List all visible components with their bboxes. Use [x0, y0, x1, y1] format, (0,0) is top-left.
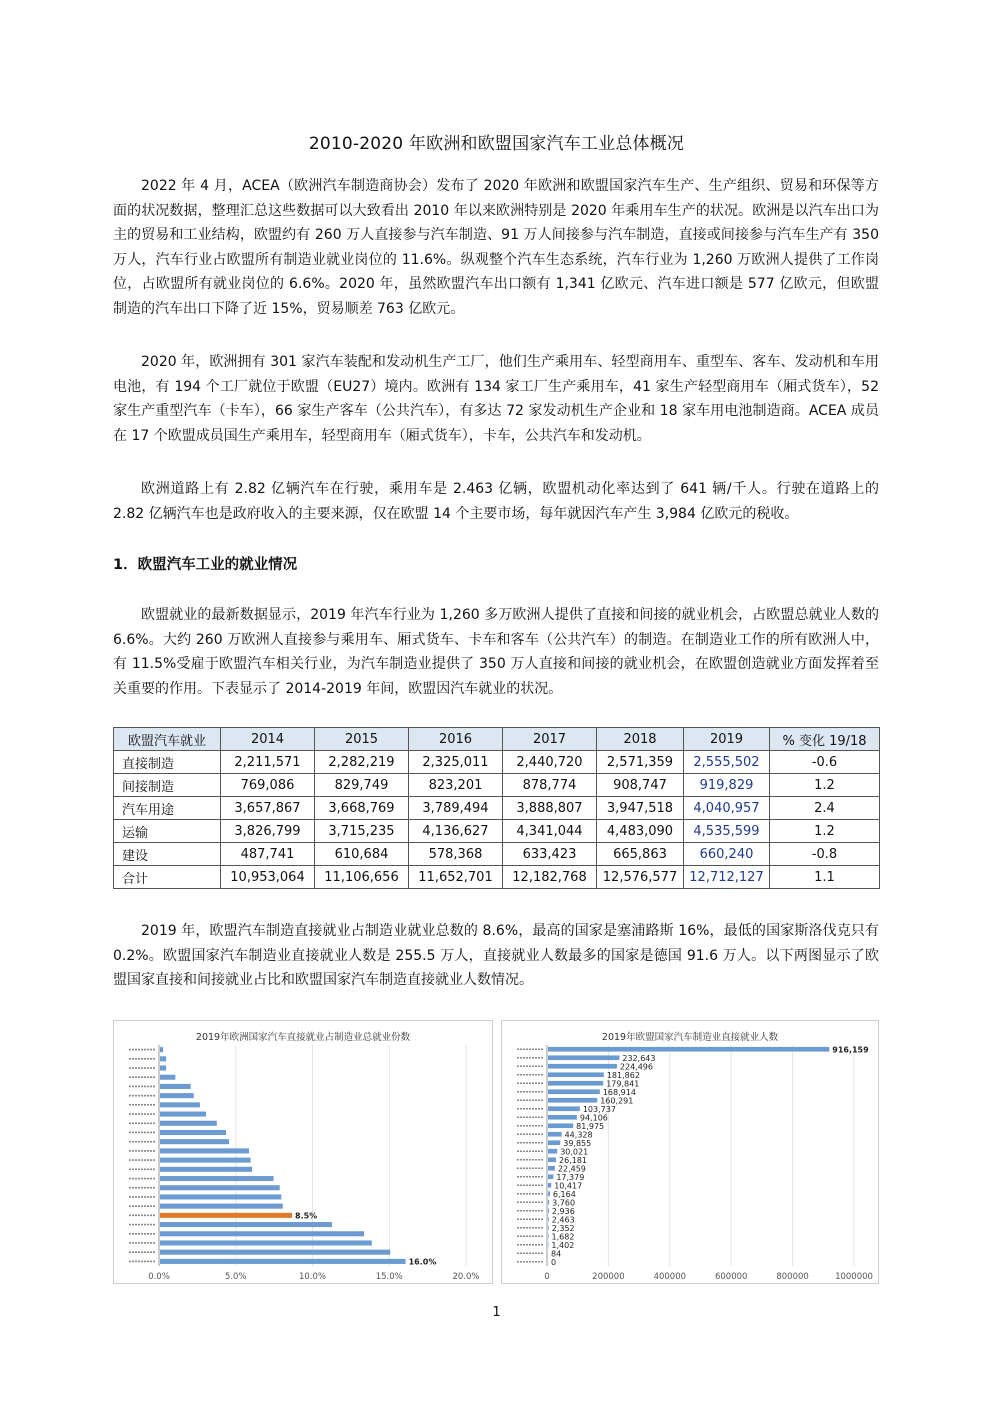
- data-label: 160,291: [600, 1096, 634, 1106]
- x-tick-label: 0: [544, 1272, 550, 1282]
- data-label: 1,682: [551, 1232, 575, 1242]
- chart-title: 2019年欧盟国家汽车制造业直接就业人数: [601, 1032, 779, 1043]
- table-header-cell: 2019: [684, 728, 770, 751]
- table-cell: 4,535,599: [684, 820, 770, 843]
- table-cell: 11,652,701: [409, 866, 503, 889]
- bar: [548, 1047, 829, 1052]
- bar: [548, 1115, 577, 1120]
- table-cell: 3,657,867: [221, 797, 315, 820]
- table-header-cell: 2018: [597, 728, 684, 751]
- table-cell: 610,684: [315, 843, 409, 866]
- bar: [548, 1081, 603, 1086]
- table-cell: 2,282,219: [315, 751, 409, 774]
- bar: [548, 1089, 600, 1094]
- data-label: 2,936: [551, 1206, 575, 1216]
- data-label: 181,862: [606, 1070, 640, 1080]
- x-tick-label: 800000: [776, 1272, 809, 1282]
- chart-count-svg: [502, 1021, 878, 1283]
- bar: [160, 1084, 191, 1089]
- bar: [160, 1130, 226, 1135]
- table-cell: 2,211,571: [221, 751, 315, 774]
- data-label: 103,737: [582, 1104, 616, 1114]
- x-tick-label: 15.0%: [375, 1272, 403, 1282]
- bar: [548, 1132, 562, 1137]
- table-cell: 633,423: [503, 843, 597, 866]
- table-cell: 4,483,090: [597, 820, 684, 843]
- row-label: 合计: [114, 866, 221, 889]
- x-tick-label: 5.0%: [224, 1272, 247, 1282]
- bar: [160, 1148, 249, 1153]
- table-cell: 2,440,720: [503, 751, 597, 774]
- bar: [160, 1222, 332, 1227]
- table-cell: 10,953,064: [221, 866, 315, 889]
- table-cell: 2,555,502: [684, 751, 770, 774]
- bar: [160, 1185, 280, 1190]
- table-cell: 1.2: [770, 774, 880, 797]
- data-label: 2,352: [551, 1223, 575, 1233]
- table-cell: 4,341,044: [503, 820, 597, 843]
- table-cell: 919,829: [684, 774, 770, 797]
- data-label: 39,855: [563, 1138, 592, 1148]
- data-label: 6,164: [552, 1189, 576, 1199]
- paragraph-direct-employment: 2019 年，欧盟汽车制造直接就业占制造业就业总数的 8.6%，最高的国家是塞浦路斯 16%，最低的国家斯洛伐克只有 0.2%。欧盟国家汽车制造业直接就业人数是 255.5 万人，直接就业人数最多的国家是德国 91.6 万人。以下两图显示了欧盟国家直接和间接就业占比和欧盟国家汽车制造直接就业人数情况。: [113, 923, 879, 989]
- table-cell: 660,240: [684, 843, 770, 866]
- table-cell: 3,888,807: [503, 797, 597, 820]
- data-label: 2,463: [551, 1215, 575, 1225]
- paragraph-vehicles: 欧洲道路上有 2.82 亿辆汽车在行驶，乘用车是 2.463 亿辆，欧盟机动化率达到了 641 辆/千人。行驶在道路上的 2.82 亿辆汽车也是政府收入的主要来源，仅在欧盟 14 个主要市场，每年就因汽车产生 3,984 亿欧元的税收。: [113, 481, 879, 522]
- bar: [548, 1225, 549, 1230]
- bar: [160, 1065, 166, 1070]
- table-cell: 1.2: [770, 820, 880, 843]
- bar: [548, 1123, 573, 1128]
- table-cell: -0.6: [770, 751, 880, 774]
- data-label: 26,181: [559, 1155, 588, 1165]
- data-label: 10,417: [554, 1181, 583, 1191]
- bar: [160, 1167, 252, 1172]
- bar: [160, 1139, 229, 1144]
- paragraph-intro: 2022 年 4 月，ACEA（欧洲汽车制造商协会）发布了 2020 年欧洲和欧盟国家汽车生产、生产组织、贸易和环保等方面的状况数据，整理汇总这些数据可以大致看出 2010 年以来欧洲特别是 2020 年乘用车生产的状况。欧洲是以汽车出口为主的贸易和工业结构，欧盟约有 260 万人直接参与汽车制造、91 万人间接参与汽车制造，直接或间接参与汽车生产有 350 万人，汽车行业占欧盟所有制造业就业岗位的 11.6%。纵观整个汽车生态系统，汽车行业为 1,260 万欧洲人提供了工作岗位，占欧盟所有就业岗位的 6.6%。2020 年，虽然欧盟汽车出口额有 1,341 亿欧元、汽车进口额是 577 亿欧元，但欧盟制造的汽车出口下降了近 15%，贸易顺差 763 亿欧元。: [113, 178, 879, 317]
- table-cell: 12,182,768: [503, 866, 597, 889]
- bar: [160, 1250, 390, 1255]
- bar: [160, 1075, 175, 1080]
- table-header-row: [114, 728, 880, 751]
- data-label: 30,021: [560, 1147, 589, 1157]
- table-row: [114, 797, 880, 820]
- bar: [548, 1098, 597, 1103]
- table-cell: 3,668,769: [315, 797, 409, 820]
- table-cell: 3,715,235: [315, 820, 409, 843]
- data-label: 8.5%: [295, 1211, 318, 1221]
- bar: [160, 1213, 292, 1218]
- bar: [548, 1217, 549, 1222]
- bar: [548, 1234, 549, 1239]
- table-cell: -0.8: [770, 843, 880, 866]
- paragraph-employment: 欧盟就业的最新数据显示，2019 年汽车行业为 1,260 多万欧洲人提供了直接和间接的就业机会，占欧盟总就业人数的 6.6%。大约 260 万欧洲人直接参与乘用车、厢式货车、卡车和客车（公共汽车）的制造。在制造业工作的所有欧洲人中，有 11.5%受雇于欧盟汽车相关行业，为汽车制造业提供了 350 万人直接和间接的就业机会，在欧盟创造就业方面发挥着至关重要的作用。下表显示了 2014-2019 年间，欧盟因汽车就业的状况。: [113, 607, 879, 697]
- bar: [160, 1231, 364, 1236]
- bar: [548, 1200, 549, 1205]
- bar: [160, 1047, 163, 1052]
- table-header-cell: 2015: [315, 728, 409, 751]
- data-label: 16.0%: [408, 1257, 437, 1267]
- table-header-cell: 2016: [409, 728, 503, 751]
- row-label: 建设: [114, 843, 221, 866]
- x-tick-label: 20.0%: [452, 1272, 480, 1282]
- table-header-cell: 欧盟汽车就业: [114, 728, 221, 751]
- bar: [160, 1056, 166, 1061]
- data-label: 0: [551, 1257, 557, 1267]
- table-cell: 11,106,656: [315, 866, 409, 889]
- data-label: 916,159: [832, 1045, 869, 1055]
- bar: [548, 1149, 557, 1154]
- table-cell: 4,136,627: [409, 820, 503, 843]
- table-cell: 3,947,518: [597, 797, 684, 820]
- table-cell: 2,571,359: [597, 751, 684, 774]
- bar: [548, 1157, 556, 1162]
- table-cell: 3,826,799: [221, 820, 315, 843]
- page-title: 2010-2020 年欧洲和欧盟国家汽车工业总体概况: [308, 134, 685, 155]
- table-header-cell: 2014: [221, 728, 315, 751]
- bar: [548, 1174, 553, 1179]
- bar: [548, 1191, 550, 1196]
- row-label: 汽车用途: [114, 797, 221, 820]
- page-number: 1: [492, 1305, 501, 1320]
- data-label: 44,328: [564, 1130, 593, 1140]
- x-tick-label: 600000: [714, 1272, 748, 1282]
- table-cell: 769,086: [221, 774, 315, 797]
- table-cell: 2.4: [770, 797, 880, 820]
- chart-direct-employment-count: [501, 1020, 879, 1284]
- employment-table: [113, 727, 880, 889]
- x-tick-label: 1000000: [835, 1272, 873, 1282]
- data-label: 94,106: [579, 1113, 608, 1123]
- table-header-cell: % 变化 19/18: [770, 728, 880, 751]
- data-label: 232,643: [622, 1053, 656, 1063]
- table-row: [114, 751, 880, 774]
- bar: [160, 1240, 372, 1245]
- bar: [548, 1055, 619, 1060]
- table-cell: 12,576,577: [597, 866, 684, 889]
- table-cell: 823,201: [409, 774, 503, 797]
- table-cell: 12,712,127: [684, 866, 770, 889]
- x-tick-label: 0.0%: [148, 1272, 170, 1282]
- row-label: 运输: [114, 820, 221, 843]
- table-cell: 3,789,494: [409, 797, 503, 820]
- data-label: 179,841: [606, 1079, 640, 1089]
- table-row: [114, 820, 880, 843]
- data-label: 168,914: [602, 1087, 636, 1097]
- bar: [548, 1166, 555, 1171]
- data-label: 224,496: [619, 1062, 654, 1072]
- table-cell: 1.1: [770, 866, 880, 889]
- bar: [160, 1121, 217, 1126]
- table-cell: 4,040,957: [684, 797, 770, 820]
- data-label: 1,402: [551, 1240, 575, 1250]
- section-heading: 1．欧盟汽车工业的就业情况: [113, 557, 298, 573]
- bar: [160, 1093, 194, 1098]
- table-header-cell: 2017: [503, 728, 597, 751]
- data-label: 81,975: [576, 1121, 605, 1131]
- data-label: 84: [551, 1249, 562, 1259]
- table-cell: 829,749: [315, 774, 409, 797]
- table-cell: 578,368: [409, 843, 503, 866]
- bar: [548, 1140, 560, 1145]
- table-cell: 878,774: [503, 774, 597, 797]
- table-row: [114, 774, 880, 797]
- row-label: 间接制造: [114, 774, 221, 797]
- table-cell: 2,325,011: [409, 751, 503, 774]
- bar: [548, 1064, 617, 1069]
- table-cell: 665,863: [597, 843, 684, 866]
- bar: [548, 1208, 549, 1213]
- table-cell: 487,741: [221, 843, 315, 866]
- x-tick-label: 400000: [653, 1272, 687, 1282]
- data-label: 22,459: [557, 1164, 586, 1174]
- data-label: 17,379: [556, 1172, 585, 1182]
- bar: [548, 1183, 551, 1188]
- bar: [160, 1259, 406, 1264]
- paragraph-plants: 2020 年，欧洲拥有 301 家汽车装配和发动机生产工厂，他们生产乘用车、轻型商用车、重型车、客车、发动机和车用电池，有 194 个工厂就位于欧盟（EU27）境内。欧洲有 134 家工厂生产乘用车，41 家生产轻型商用车（厢式货车），52 家生产重型汽车（卡车），66 家生产客车（公共汽车），有多达 72 家发动机生产企业和 18 家车用电池制造商。ACEA 成员在 17 个欧盟成员国生产乘用车，轻型商用车（厢式货车），卡车，公共汽车和发动机。: [113, 354, 879, 444]
- table-cell: 908,747: [597, 774, 684, 797]
- table-row: [114, 843, 880, 866]
- chart-share-direct-employment: [113, 1020, 493, 1284]
- bar: [160, 1176, 274, 1181]
- bar: [548, 1072, 604, 1077]
- x-tick-label: 200000: [592, 1272, 625, 1282]
- bar: [548, 1106, 580, 1111]
- bar: [160, 1112, 206, 1117]
- row-label: 直接制造: [114, 751, 221, 774]
- data-label: 3,760: [552, 1198, 576, 1208]
- x-tick-label: 10.0%: [298, 1272, 327, 1282]
- table-row: [114, 866, 880, 889]
- bar: [160, 1194, 281, 1199]
- bar: [160, 1158, 251, 1163]
- bar: [160, 1204, 283, 1209]
- bar: [160, 1102, 200, 1107]
- chart-share-svg: [114, 1021, 492, 1283]
- chart-title: 2019年欧洲国家汽车直接就业占制造业总就业份数: [195, 1032, 411, 1043]
